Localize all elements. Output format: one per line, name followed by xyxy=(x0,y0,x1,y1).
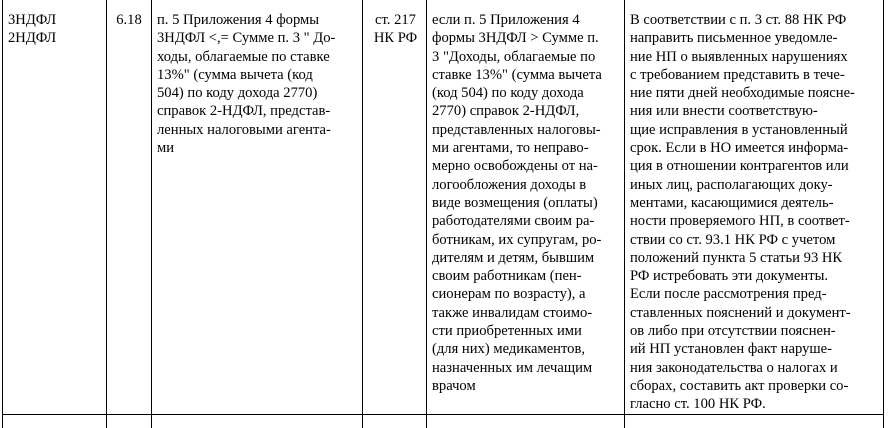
form-code: 2НДФЛ xyxy=(8,30,57,47)
text-line: также инвалидам стоимо- xyxy=(432,304,593,321)
law-reference-line: НК РФ xyxy=(373,30,418,47)
text-line: справок 2-НДФЛ, представ- xyxy=(157,103,331,120)
text-line: 2770) справок 2-НДФЛ, xyxy=(432,103,580,120)
law-reference-cell xyxy=(363,0,427,414)
text-line: сборах, составить акт проверки со- xyxy=(630,377,849,394)
text-line: ходы, облагаемые по ставке xyxy=(157,48,330,65)
text-line: с требованием представить в тече- xyxy=(630,66,845,83)
text-line: сионерам по возрасту), а xyxy=(432,286,586,303)
text-line: ние пяти дней необходимые поясне- xyxy=(630,85,855,102)
rule-number-cell xyxy=(107,0,152,414)
text-line: логообложения доходы в xyxy=(432,176,587,193)
text-line: В соответствии с п. 3 ст. 88 НК РФ xyxy=(630,12,847,28)
text-line: ставленных пояснений и документ- xyxy=(630,304,851,321)
text-line: Если после рассмотрения пред- xyxy=(630,286,827,303)
text-line: 13%" (сумма вычета (код xyxy=(157,66,313,83)
text-line: ствии со ст. 93.1 НК РФ с учетом xyxy=(630,231,836,248)
text-line: ности проверяемого НП, в соответ- xyxy=(630,213,850,230)
text-line: срок. Если в НО имеется информа- xyxy=(630,140,849,157)
law-reference-line: ст. 217 xyxy=(375,12,416,28)
table-row-next xyxy=(3,414,884,428)
text-line: направить письменное уведомле- xyxy=(630,30,838,47)
text-line: 3 "Доходы, облагаемые по xyxy=(432,48,596,65)
text-line: назначенных им лечащим xyxy=(432,359,593,376)
text-line: ментами, касающимися деятель- xyxy=(630,194,834,211)
text-line: виде возмещения (оплаты) xyxy=(432,194,598,211)
inspection-rules-table xyxy=(2,0,884,428)
text-line: иных лиц, располагающих доку- xyxy=(630,176,833,193)
text-line: ботникам, их супругам, ро- xyxy=(432,231,602,248)
text-line: 504) по коду дохода 2770) xyxy=(157,85,318,102)
rule-number: 6.18 xyxy=(116,12,142,28)
violation-description-cell xyxy=(427,0,625,414)
text-line: врачом xyxy=(432,377,476,394)
text-line: дителям и детям, бывшим xyxy=(432,249,595,266)
text-line: (код 504) по коду дохода xyxy=(432,85,584,102)
table-row xyxy=(3,0,884,414)
text-line: ленных налоговыми агента- xyxy=(157,121,331,138)
text-line: сти приобретенных ими xyxy=(432,323,582,340)
text-line: ние НП о выявленных нарушениях xyxy=(630,48,848,65)
text-line: гласно ст. 100 НК РФ. xyxy=(630,396,766,413)
text-line: ния или внести соответствую- xyxy=(630,103,818,120)
text-line: работодателями своим ра- xyxy=(432,213,595,230)
text-line: ий НП установлен факт наруше- xyxy=(630,341,832,358)
control-ratio-cell xyxy=(152,0,363,414)
required-actions-cell xyxy=(625,0,884,414)
text-line: (для них) медикаментов, xyxy=(432,341,585,358)
text-line: ми xyxy=(157,140,175,157)
text-line: формы 3НДФЛ > Сумме п. xyxy=(432,30,599,47)
text-line: п. 5 Приложения 4 формы xyxy=(157,12,320,28)
form-codes-cell xyxy=(3,0,107,414)
text-line: мерно освобождены от на- xyxy=(432,158,598,175)
text-line: если п. 5 Приложения 4 xyxy=(432,12,580,28)
text-line: положений пункта 5 статьи 93 НК xyxy=(630,249,843,266)
text-line: ми агентами, то неправо- xyxy=(432,140,589,157)
text-line: своим работникам (пен- xyxy=(432,268,582,285)
text-line: ставке 13%" (сумма вычета xyxy=(432,66,602,83)
text-line: представленных налоговы- xyxy=(432,121,601,138)
text-line: ция в отношении контрагентов или xyxy=(630,158,849,175)
text-line: ов либо при отсутствии пояснен- xyxy=(630,323,836,340)
text-line: РФ истребовать эти документы. xyxy=(630,268,829,285)
text-line: 3НДФЛ <,= Сумме п. 3 " До- xyxy=(157,30,336,47)
text-line: щие исправления в установленный xyxy=(630,121,848,138)
form-code: 3НДФЛ xyxy=(8,12,57,28)
text-line: ния законодательства о налогах и xyxy=(630,359,838,376)
